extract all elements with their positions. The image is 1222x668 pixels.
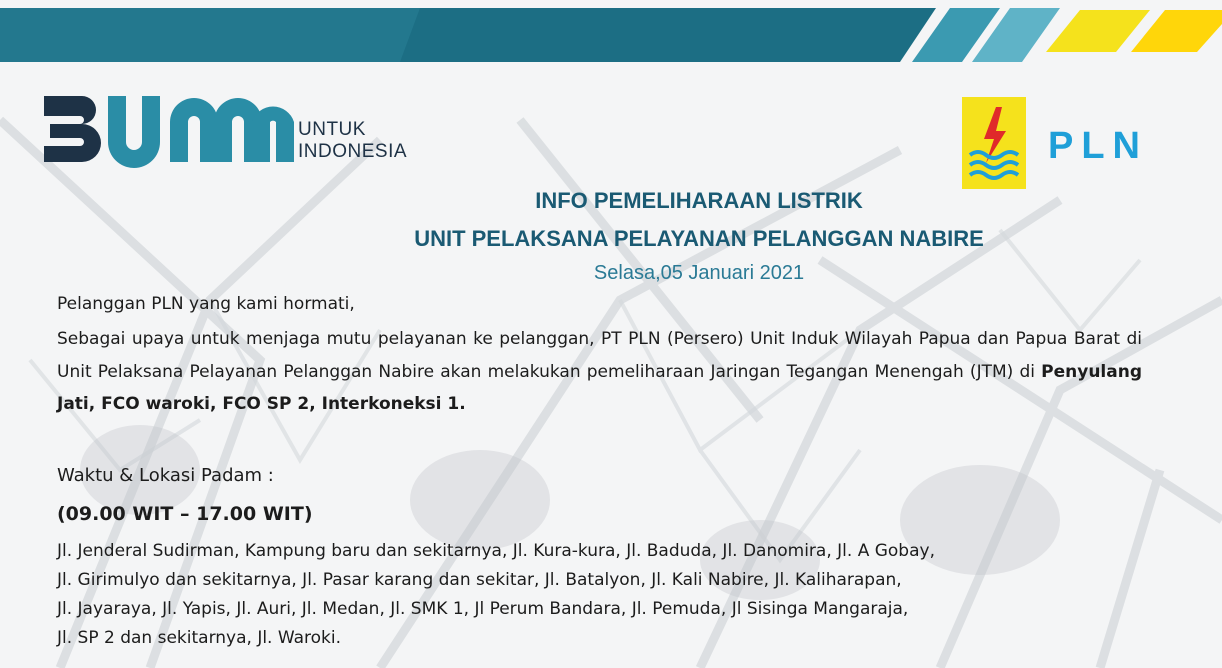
outage-locations: [57, 537, 1142, 653]
notice-date: Selasa,05 Januari 2021: [593, 262, 805, 284]
bumn-tagline-line1: UNTUK: [298, 119, 366, 140]
bumn-logo: [44, 92, 434, 168]
pln-emblem: [962, 97, 1026, 189]
notice-paragraph-text: Sebagai upaya untuk menjaga mutu pelayanan ke pelanggan, PT PLN (Persero) Unit Induk Wilayah Papua dan Papua Barat di Unit Pelaksana Pelayanan Pelanggan Nabire akan melakukan pemeliharaan Jaringan Tegangan Menengah (JTM) di: [57, 329, 1142, 382]
lightning-wave-icon: [962, 97, 1026, 189]
notice-title: INFO PEMELIHARAAN LISTRIK: [535, 188, 863, 213]
notice-unit-title: UNIT PELAKSANA PELAYANAN PELANGGAN NABIRE: [414, 226, 984, 251]
location-line: Jl. Girimulyo dan sekitarnya, Jl. Pasar karang dan sekitar, Jl. Batalyon, Jl. Kali Nabire, Jl. Kaliharapan,: [57, 570, 902, 590]
bumn-tagline-line2: INDONESIA: [298, 141, 408, 162]
location-line: Jl. Jayaraya, Jl. Yapis, Jl. Auri, Jl. Medan, Jl. SMK 1, Jl Perum Bandara, Jl. Pemuda, Jl Sisinga Mangaraja,: [57, 599, 909, 619]
top-header-band: [0, 0, 1222, 70]
pln-logo: [962, 97, 1182, 189]
notice-paragraph: [57, 323, 1142, 421]
schedule-label: Waktu & Lokasi Padam :: [57, 465, 274, 486]
greeting-text: Pelanggan PLN yang kami hormati,: [57, 294, 355, 314]
bumn-tagline: [298, 119, 407, 163]
location-line: Jl. SP 2 dan sekitarnya, Jl. Waroki.: [57, 628, 341, 648]
feeder-list: Penyulang Jati, FCO waroki, FCO SP 2, Interkoneksi 1.: [57, 361, 1142, 414]
pln-wordmark: PLN: [1048, 125, 1148, 167]
bumn-logo-mark: [44, 92, 294, 168]
location-line: Jl. Jenderal Sudirman, Kampung baru dan sekitarnya, Jl. Kura-kura, Jl. Baduda, Jl. Danomira, Jl. A Gobay,: [57, 541, 935, 561]
outage-time-range: (09.00 WIT – 17.00 WIT): [57, 503, 313, 525]
